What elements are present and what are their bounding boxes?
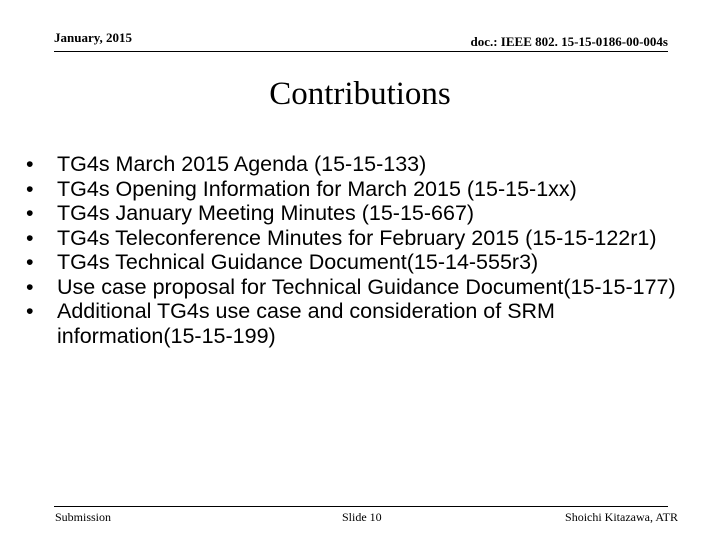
bullet-icon: • [26,274,34,299]
header-doc-id: doc.: IEEE 802. 15-15-0186-00-004s [470,34,668,49]
bullet-icon: • [26,250,34,274]
bullet-text: TG4s January Meeting Minutes (15-15-667) [57,201,475,225]
list-item [26,299,696,348]
list-item [26,201,696,226]
bullet-icon: • [26,225,34,250]
bullet-icon: • [26,176,34,201]
bullet-text: TG4s Opening Information for March 2015 (15-15-1xx) [57,176,577,201]
list-item [26,275,696,300]
bullet-icon: • [26,152,34,176]
bullet-text: TG4s Technical Guidance Document(15-14-555r3) [57,250,539,274]
footer-author: Shoichi Kitazawa, ATR [565,510,678,524]
list-item [26,152,696,177]
bullet-list [26,152,696,348]
footer-divider [54,506,668,507]
footer-slide-number: Slide 10 [342,510,382,524]
slide-title: Contributions [269,76,451,112]
header-divider [54,51,668,52]
bullet-text: Additional TG4s use case and consideration of SRM information(15-15-199) [57,299,555,348]
bullet-text: Use case proposal for Technical Guidance Document(15-15-177) [57,274,676,299]
footer-submission: Submission [55,510,112,524]
list-item [26,177,696,202]
bullet-icon: • [26,201,34,225]
bullet-icon: • [26,299,34,323]
bullet-text: TG4s March 2015 Agenda (15-15-133) [57,152,427,176]
list-item [26,226,696,251]
bullet-text: TG4s Teleconference Minutes for February 2015 (15-15-122r1) [57,225,657,250]
header-date: January, 2015 [54,30,133,45]
list-item [26,250,696,275]
